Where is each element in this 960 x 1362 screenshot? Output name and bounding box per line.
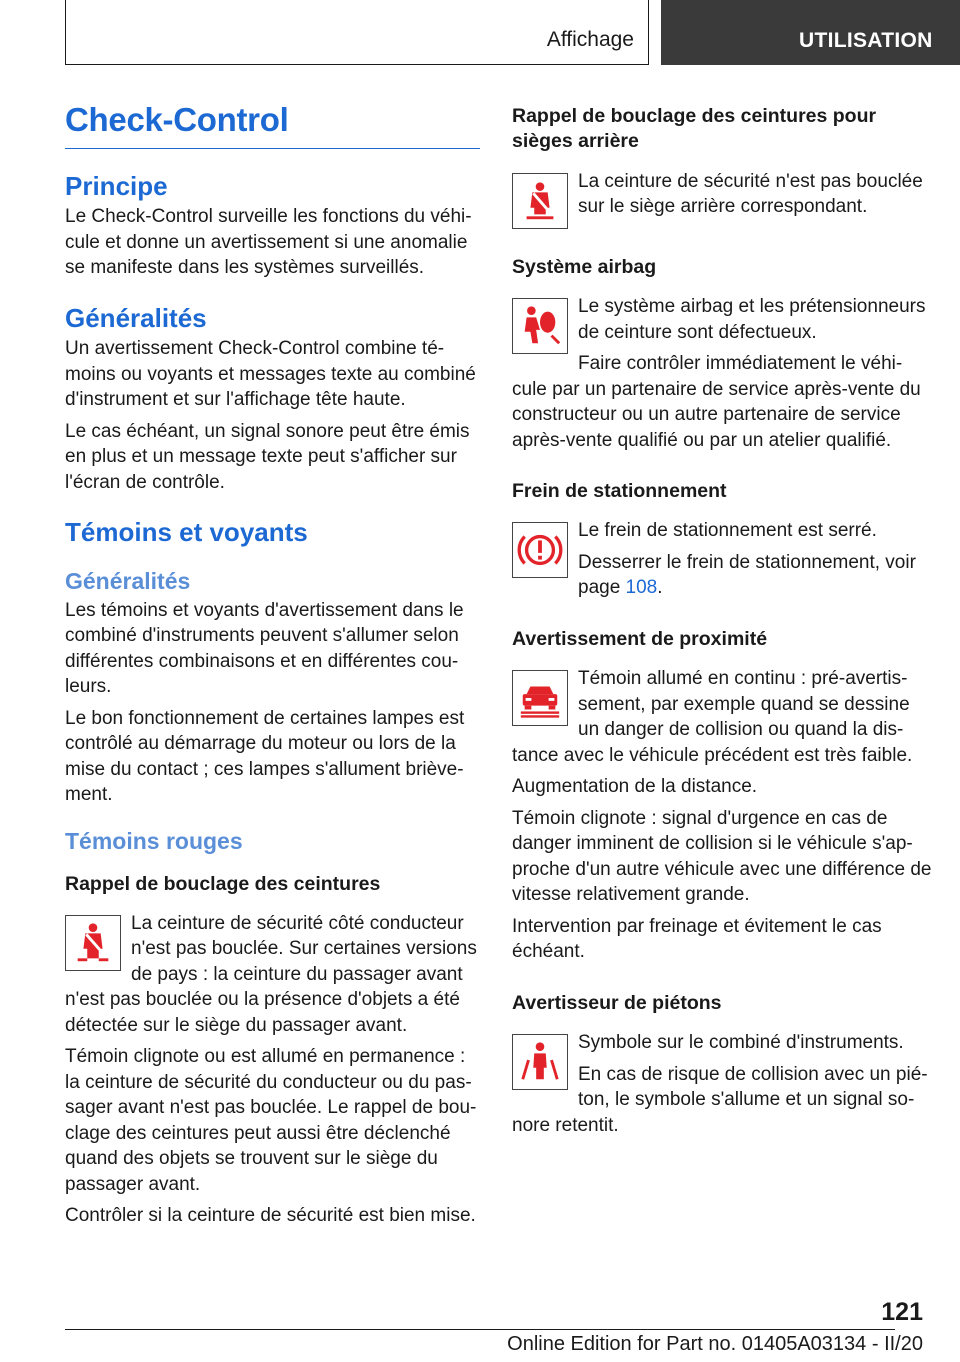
parking-brake-icon [512, 522, 568, 578]
paragraph-rear-belt: La ceinture de sécurité n'est pas bouclée sur le siège arrière correspondant. [578, 170, 923, 218]
page-number: 121 [881, 1298, 923, 1326]
heading-pedestrian: Avertisseur de piétons [512, 991, 722, 1014]
paragraph-proximity-2: Augmentation de la distance. [512, 776, 758, 798]
heading-proximity: Avertissement de proximité [512, 627, 768, 650]
header-chapter-tab [661, 0, 960, 65]
paragraph-belt-3: Contrôler si la ceinture de sécurité est bien mise. [65, 1205, 476, 1227]
heading-temoins: Témoins et voyants [65, 517, 308, 548]
proximity-car-icon [512, 670, 568, 726]
paragraph-belt-2: Témoin clignote ou est allumé en permanence : la ceinture de sécurité du conducteur ou du pas-sager avant n'est pas bouclée. Le rappel de bou-clage des ceintures peut aussi être déclenché quand des objets se trouvent sur le siège du passager avant. [65, 1046, 477, 1195]
paragraph-pedestrian-1: Symbole sur le combiné d'instruments. [578, 1032, 904, 1054]
footer-divider [65, 1329, 895, 1330]
seatbelt-icon [65, 915, 121, 971]
paragraph-temoins-1: Les témoins et voyants d'avertissement dans le combiné d'instruments peuvent s'allumer selon différentes combinaisons et en différentes cou-leurs. [65, 599, 464, 698]
heading-principe: Principe [65, 171, 168, 202]
proximity-block [512, 666, 932, 768]
paragraph-proximity-4: Intervention par freinage et évitement le cas échéant. [512, 915, 882, 963]
header-section-box [65, 0, 649, 65]
pedestrian-icon [512, 1034, 568, 1090]
footer-edition: Online Edition for Part no. 01405A03134 - II/20 [507, 1333, 923, 1355]
pedestrian-block [512, 1030, 932, 1138]
paragraph-temoins-2: Le bon fonctionnement de certaines lampes est contrôlé au démarrage du moteur ou lors de la mise du contact ; ces lampes s'allument briève-ment. [65, 707, 465, 806]
belt-reminder-block [65, 911, 480, 1039]
paragraph-proximity-1: Témoin allumé en continu : pré-avertis-sement, par exemple quand se dessine un danger de collision ou quand la dis-tance avec le véhicule précédent est très faible. [512, 668, 913, 766]
paragraph-pedestrian-2: En cas de risque de collision avec un pié-ton, le symbole s'allume et un signal so-nore retentit. [512, 1063, 928, 1136]
paragraph-belt-1: La ceinture de sécurité côté conducteur n'est pas bouclée. Sur certaines versions de pays : la ceinture du passager avant n'est pas bouclée ou la présence d'objets a été détectée sur le siège du passager avant. [65, 912, 477, 1036]
paragraph-principe: Le Check-Control surveille les fonctions du véhi-cule et donne un avertissement si une anomalie se manifeste dans les systèmes surveillés. [65, 206, 472, 279]
page-title: Check-Control [65, 96, 480, 149]
paragraph-airbag-2: Faire contrôler immédiatement le véhi-cule par un partenaire de service après-vente du constructeur ou un autre partenaire de service après-vente qualifié ou par un atelier qualifié. [512, 353, 921, 451]
parking-text-suffix: . [657, 577, 663, 599]
rear-belt-block [512, 169, 932, 233]
airbag-icon [512, 298, 568, 354]
header-section-title: Affichage [546, 28, 634, 51]
paragraph-proximity-3: Témoin clignote : signal d'urgence en cas de danger imminent de collision si le véhicule s'ap-proche d'un autre véhicule avec une différence de vitesse relativement grande. [512, 807, 932, 906]
paragraph-generalites-1: Un avertissement Check-Control combine té-moins ou voyants et messages texte au combiné d'instrument et sur l'affichage tête haute. [65, 338, 476, 411]
paragraph-parking-2 [512, 550, 932, 601]
heading-belt-reminder: Rappel de bouclage des ceintures [65, 872, 381, 895]
heading-generalites: Généralités [65, 302, 207, 333]
heading-parking-brake: Frein de stationnement [512, 480, 727, 503]
subheading-generalites: Généralités [65, 568, 191, 595]
parking-text-prefix: Desserrer le frein de stationnement, voir page [578, 551, 916, 599]
left-column [65, 96, 480, 1229]
header-chapter-title: UTILISATION [799, 29, 933, 52]
heading-rear-belt: Rappel de bouclage des ceintures pour sièges arrière [512, 105, 877, 153]
page-link-108[interactable]: 108 [625, 577, 658, 599]
paragraph-generalites-2: Le cas échéant, un signal sonore peut être émis en plus et un message texte peut s'afficher sur l'écran de contrôle. [65, 420, 470, 493]
airbag-block [512, 294, 932, 453]
paragraph-airbag-1: Le système airbag et les prétensionneurs de ceinture sont défectueux. [578, 296, 926, 343]
subheading-temoins-rouges: Témoins rouges [65, 827, 243, 854]
heading-airbag: Système airbag [512, 255, 657, 278]
right-column [512, 104, 932, 1138]
rear-seatbelt-icon [512, 173, 568, 229]
paragraph-parking-1: Le frein de stationnement est serré. [578, 520, 877, 542]
parking-brake-block [512, 518, 932, 601]
